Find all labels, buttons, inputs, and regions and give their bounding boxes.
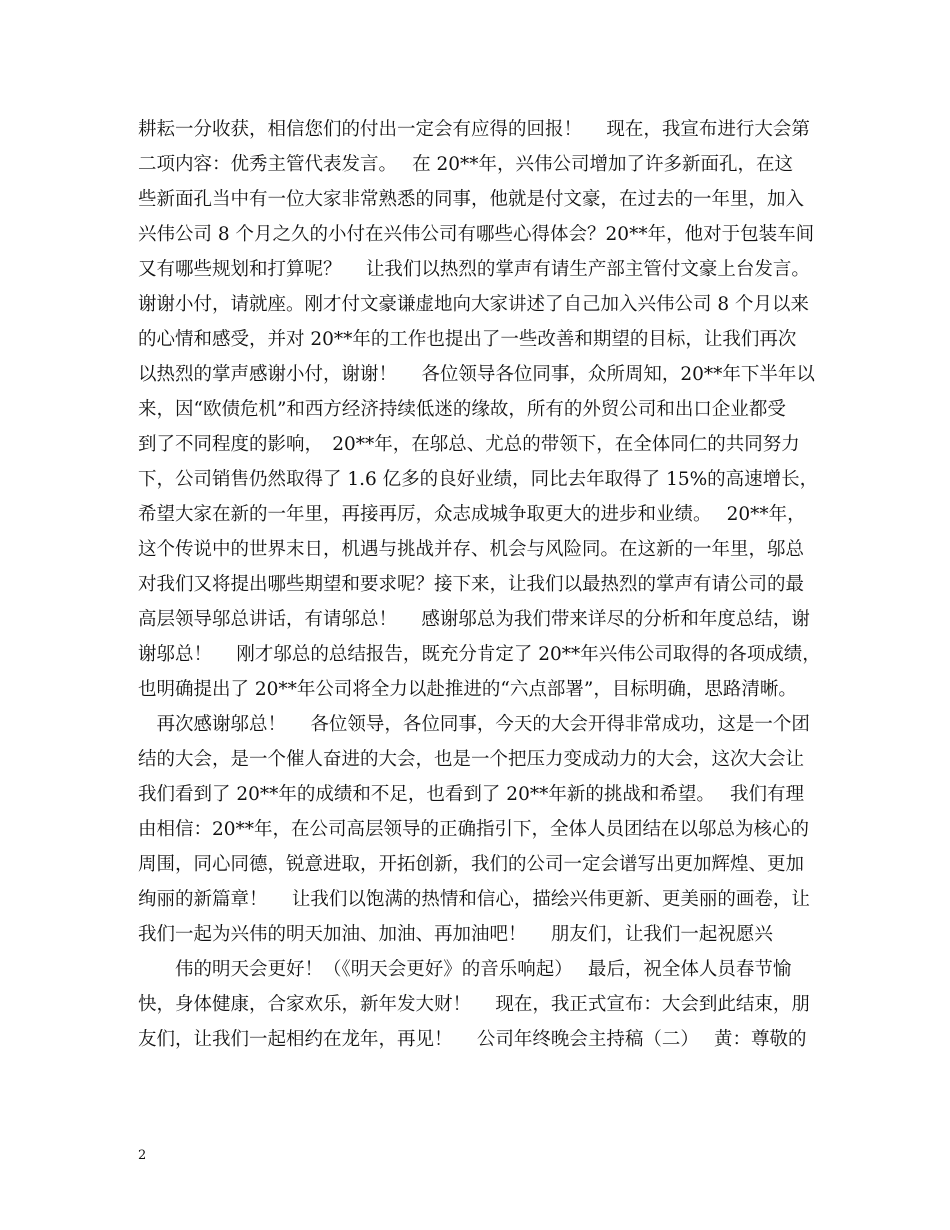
text-line: 到了不同程度的影响， 20**年，在邬总、尤总的带领下，在全体同仁的共同努力 <box>138 434 800 455</box>
text-line: 下，公司销售仍然取得了 1.6 亿多的良好业绩，同比去年取得了 15%的高速增长， <box>138 469 819 490</box>
text-line: 周围，同心同德，锐意进取，开拓创新，我们的公司一定会谱写出更加辉煌、更加 <box>138 854 805 875</box>
text-line: 结的大会，是一个催人奋进的大会，也是一个把压力变成动力的大会，这次大会让 <box>138 749 805 770</box>
text-line: 高层领导邬总讲话，有请邬总！ 感谢邬总为我们带来详尽的分析和年度总结，谢 <box>138 609 810 630</box>
text-line: 我们看到了 20**年的成绩和不足，也看到了 20**年新的挑战和希望。 我们有理 <box>138 784 804 805</box>
text-line: 些新面孔当中有一位大家非常熟悉的同事，他就是付文豪，在过去的一年里，加入 <box>138 189 805 210</box>
text-line: 这个传说中的世界末日，机遇与挑战并存、机会与风险同。在这新的一年里，邬总 <box>138 539 805 560</box>
text-line: 快，身体健康，合家欢乐，新年发大财！ 现在，我正式宣布：大会到此结束，朋 <box>138 994 810 1015</box>
text-line: 也明确提出了 20**年公司将全力以赴推进的“六点部署”，目标明确，思路清晰。 <box>138 679 797 700</box>
text-line: 谢邬总！ 刚才邬总的总结报告，既充分肯定了 20**年兴伟公司取得的各项成绩， <box>138 644 821 665</box>
text-line: 绚丽的新篇章！ 让我们以饱满的热情和信心，描绘兴伟更新、更美丽的画卷，让 <box>138 889 810 910</box>
text-line: 由相信：20**年，在公司高层领导的正确指引下，全体人员团结在以邬总为核心的 <box>138 819 810 840</box>
text-line: 对我们又将提出哪些期望和要求呢？接下来，让我们以最热烈的掌声有请公司的最 <box>138 574 805 595</box>
text-line: 耕耘一分收获，相信您们的付出一定会有应得的回报！ 现在，我宣布进行大会第 <box>138 119 810 140</box>
text-line: 希望大家在新的一年里，再接再厉，众志成城争取更大的进步和业绩。 20**年， <box>138 504 806 525</box>
text-line: 兴伟公司 8 个月之久的小付在兴伟公司有哪些心得体会？20**年，他对于包装车间 <box>138 224 815 245</box>
text-line: 友们，让我们一起相约在龙年，再见！ 公司年终晚会主持稿（二） 黄：尊敬的 <box>138 1029 807 1050</box>
text-line: 再次感谢邬总！ 各位领导，各位同事，今天的大会开得非常成功，这是一个团 <box>138 714 810 735</box>
page-number: 2 <box>138 1148 147 1163</box>
text-line: 以热烈的掌声感谢小付，谢谢！ 各位领导各位同事，众所周知，20**年下半年以 <box>138 364 815 385</box>
text-line: 来，因“欧债危机”和西方经济持续低迷的缘故，所有的外贸公司和出口企业都受 <box>138 399 786 420</box>
text-line: 伟的明天会更好！（《明天会更好》的音乐响起） 最后，祝全体人员春节愉 <box>138 959 792 980</box>
text-line: 我们一起为兴伟的明天加油、加油、再加油吧！ 朋友们，让我们一起祝愿兴 <box>138 924 773 945</box>
text-line: 的心情和感受，并对 20**年的工作也提出了一些改善和期望的目标，让我们再次 <box>138 329 797 350</box>
text-line: 二项内容：优秀主管代表发言。 在 20**年，兴伟公司增加了许多新面孔，在这 <box>138 154 794 175</box>
text-line: 谢谢小付，请就座。刚才付文豪谦虚地向大家讲述了自己加入兴伟公司 8 个月以来 <box>138 294 810 315</box>
text-line: 又有哪些规划和打算呢？ 让我们以热烈的掌声有请生产部主管付文豪上台发言。 <box>138 259 810 280</box>
